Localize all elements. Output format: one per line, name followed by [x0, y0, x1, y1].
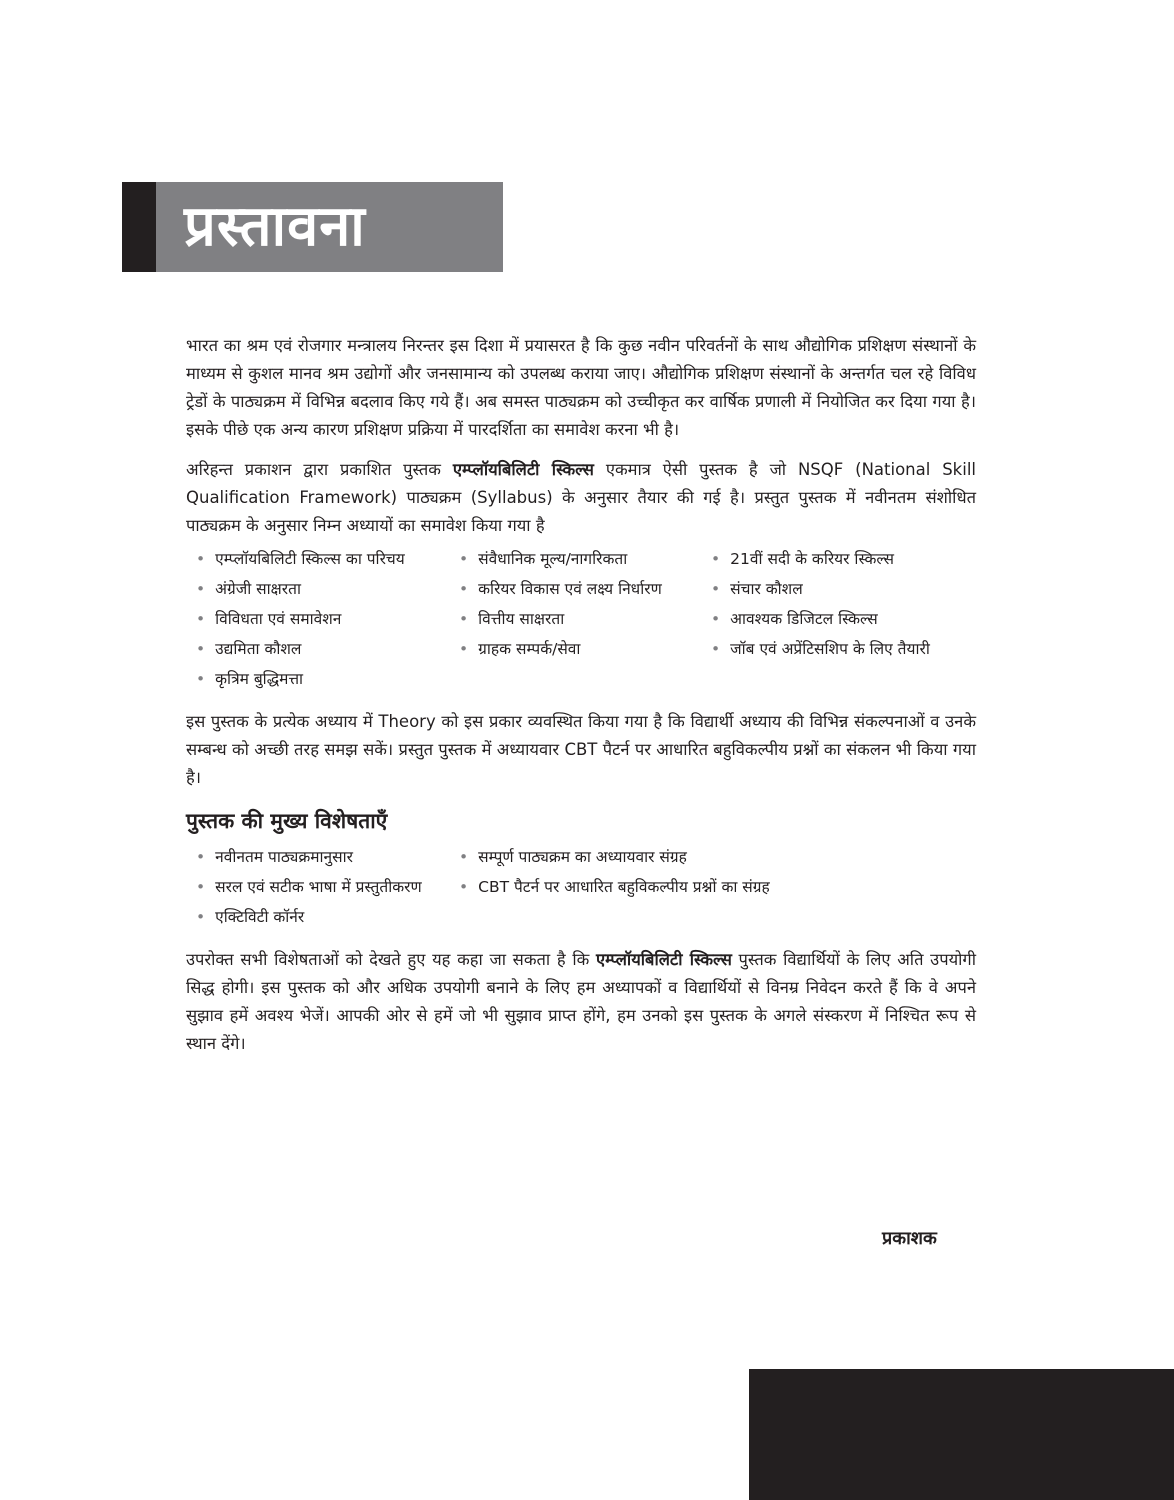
chapter-item: • कृत्रिम बुद्धिमत्ता	[196, 664, 459, 694]
text-segment: अरिहन्त प्रकाशन द्वारा प्रकाशित पुस्तक	[186, 460, 453, 479]
chapter-item: • आवश्यक डिजिटल स्किल्स	[711, 604, 971, 634]
book-name-bold: एम्प्लॉयबिलिटी स्किल्स	[595, 950, 732, 969]
chapter-item: • 21वीं सदी के करियर स्किल्स	[711, 544, 971, 574]
chapter-list	[196, 544, 976, 694]
paragraph-book-description	[186, 456, 976, 540]
text-segment: उपरोक्त सभी विशेषताओं को देखते हुए यह कहा जा सकता है कि	[186, 950, 596, 969]
chapter-item: • वित्तीय साक्षरता	[459, 604, 711, 634]
preface-body	[186, 332, 976, 1070]
book-name-bold: एम्प्लॉयबिलिटी स्किल्स	[452, 460, 594, 479]
feature-item: • CBT पैटर्न पर आधारित बहुविकल्पीय प्रश्नों का संग्रह	[459, 872, 959, 902]
chapter-item: • ग्राहक सम्पर्क/सेवा	[459, 634, 711, 664]
feature-item: • एक्टिविटी कॉर्नर	[196, 902, 459, 932]
features-heading: पुस्तक की मुख्य विशेषताएँ	[186, 809, 388, 833]
chapter-item: • उद्यमिता कौशल	[196, 634, 459, 664]
page-title: प्रस्तावना	[184, 194, 366, 259]
decorative-corner-block	[749, 1369, 1174, 1500]
feature-item: • सरल एवं सटीक भाषा में प्रस्तुतीकरण	[196, 872, 459, 902]
text-segment: एकमात्र ऐसी पुस्तक है जो NSQF (National Skill Qualification Framework) पाठ्यक्रम (Syllabus) के अनुसार तैयार की गई है। प्रस्तुत पुस्तक में नवीनतम संशोधित पाठ्यक्रम के अनुसार निम्न अध्यायों का समावेश किया गया है	[186, 460, 976, 535]
chapter-item: • विविधता एवं समावेशन	[196, 604, 459, 634]
feature-item: • नवीनतम पाठ्यक्रमानुसार	[196, 842, 459, 872]
paragraph-intro: भारत का श्रम एवं रोजगार मन्त्रालय निरन्तर इस दिशा में प्रयासरत है कि कुछ नवीन परिवर्तनों के साथ औद्योगिक प्रशिक्षण संस्थानों के माध्यम से कुशल मानव श्रम उद्योगों और जनसामान्य को उपलब्ध कराया जाए। औद्योगिक प्रशिक्षण संस्थानों के अन्तर्गत चल रहे विविध ट्रेडों के पाठ्यक्रम में विभिन्न बदलाव किए गये हैं। अब समस्त पाठ्यक्रम को उच्चीकृत कर वार्षिक प्रणाली में नियोजित कर दिया गया है। इसके पीछे एक अन्य कारण प्रशिक्षण प्रक्रिया में पारदर्शिता का समावेश करना भी है।	[186, 336, 976, 439]
paragraph-theory: इस पुस्तक के प्रत्येक अध्याय में Theory को इस प्रकार व्यवस्थित किया गया है कि विद्यार्थी अध्याय की विभिन्न संकल्पनाओं व उनके सम्बन्ध को अच्छी तरह समझ सकें। प्रस्तुत पुस्तक में अध्यायवार CBT पैटर्न पर आधारित बहुविकल्पीय प्रश्नों का संकलन भी किया गया है।	[186, 712, 976, 787]
chapter-item: • संचार कौशल	[711, 574, 971, 604]
chapter-item: • संवैधानिक मूल्य/नागरिकता	[459, 544, 711, 574]
chapter-item: • एम्प्लॉयबिलिटी स्किल्स का परिचय	[196, 544, 459, 574]
title-accent-bar	[122, 182, 156, 272]
text-segment: पुस्तक विद्यार्थियों के लिए अति उपयोगी सिद्ध होगी। इस पुस्तक को और अधिक उपयोगी बनाने के लिए हम अध्यापकों व विद्यार्थियों से विनम्र निवेदन करते हैं कि वे अपने सुझाव हमें अवश्य भेजें। आपकी ओर से हमें जो भी सुझाव प्राप्त होंगे, हम उनको इस पुस्तक के अगले संस्करण में निश्चित रूप से स्थान देंगे।	[186, 950, 976, 1053]
feature-item: • सम्पूर्ण पाठ्यक्रम का अध्यायवार संग्रह	[459, 842, 959, 872]
page-title-banner	[122, 182, 503, 272]
chapter-item: • अंग्रेजी साक्षरता	[196, 574, 459, 604]
paragraph-conclusion	[186, 946, 976, 1058]
publisher-signature: प्रकाशक	[882, 1228, 937, 1249]
features-list	[196, 842, 976, 932]
chapter-item: • जॉब एवं अप्रेंटिसशिप के लिए तैयारी	[711, 634, 971, 664]
chapter-item: • करियर विकास एवं लक्ष्य निर्धारण	[459, 574, 711, 604]
